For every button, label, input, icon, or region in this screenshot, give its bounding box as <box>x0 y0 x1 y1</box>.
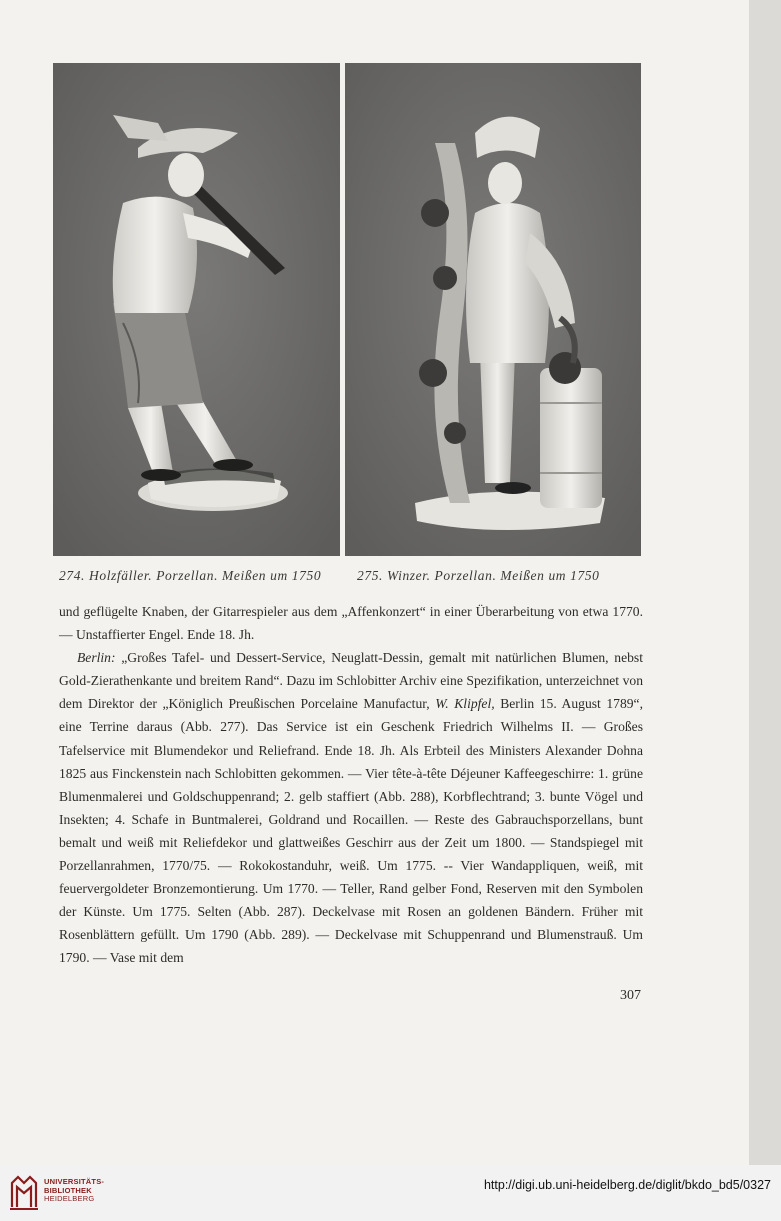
figure-274-photo <box>53 63 340 556</box>
figure-275-photo <box>345 63 641 556</box>
digitization-footer <box>0 1165 781 1221</box>
body-text <box>59 600 643 970</box>
heidelberg-library-logo-icon <box>8 1173 40 1211</box>
paragraph-2-part-a: „Großes Tafel- und Dessert-Service, Neuglatt-Dessin, gemalt mit natürlichen Blumen, nebst Gold-Zierathenkante und breitem Rand“. Dazu im Schlobitter Archiv eine Spezifikation, unterzeichnet von dem Direktor der „Königlich Preußischen Porcelaine Manufactur, <box>59 650 643 712</box>
library-logo-text <box>44 1178 104 1204</box>
paragraph-2-part-b: Berlin 15. August 1789“, eine Terrine daraus (Abb. 277). Das Service ist ein Geschenk Friedrich Wilhelms II. — Großes Tafelservice mit Blumendekor und Reliefrand. Ende 18. Jh. Als Erbteil des Ministers Alexander Dohna 1825 aus Finckenstein nach Schlobitten gekommen. — Vier tête-à-tête Déjeuner Kaffeegeschirre: 1. grüne Blumenmalerei und Goldschuppenrand; 2. gelb staffiert (Abb. 288), Korbflechtrand; 3. bunte Vögel und Insekten; 4. Schafe in Buntmalerei, Goldrand und Rocaillen. — Reste des Gabrauchsporzellans, bunt bemalt und weiß mit Reliefdekor und glattweißes Geschirr aus der Zeit um 1800. — Standspiegel mit Porzellanrahmen, 1770/75. — Rokokostanduhr, weiß. Um 1775. -- Vier Wandappliquen, weiß, mit feuervergoldeter Bronzemontierung. Um 1770. — Teller, Rand gelber Fond, Reserven mit den Symbolen der Künste. Um 1775. Selten (Abb. 287). Deckelvase mit Rosen an goldenen Bändern. Früher mit Rosenblättern gefüllt. Um 1790 (Abb. 289). — Deckelvase mit Schuppenrand und Blumenstrauß. Um 1790. — Vase mit dem <box>59 696 643 966</box>
figure-274-caption: 274. Holzfäller. Porzellan. Meißen um 1750 <box>59 568 322 583</box>
page-edge <box>749 0 781 1165</box>
paragraph-1: und geflügelte Knaben, der Gitarrespieler aus dem „Affenkonzert“ in einer Überarbeitung von etwa 1770. — Unstaffierter Engel. Ende 18. Jh. <box>59 604 643 643</box>
logo-line-2: BIBLIOTHEK <box>44 1185 92 1195</box>
director-name: W. Klipfel, <box>435 696 495 712</box>
winegrower-figurine-image <box>345 63 641 556</box>
figure-275-caption: 275. Winzer. Porzellan. Meißen um 1750 <box>357 568 600 583</box>
logo-line-1: UNIVERSITÄTS- <box>44 1177 105 1186</box>
woodcutter-figurine-image <box>53 63 340 556</box>
page-number: 307 <box>620 988 641 1003</box>
permalink-url[interactable]: http://digi.ub.uni-heidelberg.de/diglit/bkdo_bd5/0327 <box>483 1178 771 1192</box>
place-heading-berlin: Berlin: <box>77 650 116 666</box>
paragraph-2 <box>59 646 643 969</box>
logo-line-3: HEIDELBERG <box>44 1194 95 1203</box>
